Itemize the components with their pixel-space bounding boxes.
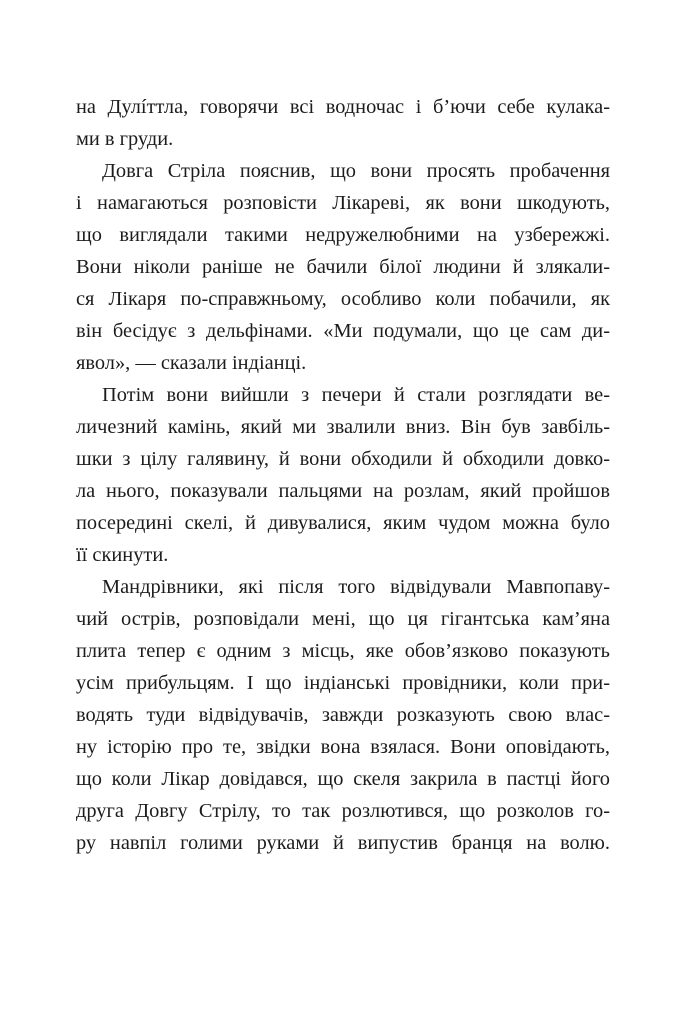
text-line: на Дулíттла, говорячи всі водночас і б’ючи себе кулака- xyxy=(76,96,610,118)
text-line: ми в груди. xyxy=(76,128,174,150)
text-line: Вони ніколи раніше не бачили білої людини й злякали- xyxy=(76,256,610,278)
text-line: ся Лікаря по-справжньому, особливо коли побачили, як xyxy=(76,288,610,310)
text-line: личезний камінь, який ми звалили вниз. Він був завбіль- xyxy=(76,416,610,438)
text-line: плита тепер є одним з місць, яке обов’язково показують xyxy=(76,640,610,662)
text-line: Потім вони вийшли з печери й стали розглядати ве- xyxy=(102,384,610,406)
text-line: друга Довгу Стрілу, то так розлютився, що розколов го- xyxy=(76,800,610,822)
text-line: водять туди відвідувачів, завжди розказують свою влас- xyxy=(76,704,610,726)
text-line: Мандрівники, які після того відвідували Мавпопаву- xyxy=(102,576,610,598)
text-line: шки з цілу галявину, й вони обходили й обходили довко- xyxy=(76,448,610,470)
text-line: ну історію про те, звідки вона взялася. Вони оповідають, xyxy=(76,736,610,758)
paragraph-1 xyxy=(76,91,610,155)
text-line: ла нього, показували пальцями на розлам, який пройшов xyxy=(76,480,610,502)
text-line: її скинути. xyxy=(76,544,169,566)
text-line: Довга Стріла пояснив, що вони просять пробачення xyxy=(102,160,610,182)
paragraph-2 xyxy=(76,155,610,379)
text-line: ру навпіл голими руками й випустив бранця на волю. xyxy=(76,832,610,854)
body-text xyxy=(76,91,610,859)
paragraph-4 xyxy=(76,571,610,859)
text-line: явол», — сказали індіанці. xyxy=(76,352,307,374)
text-line: він бесідує з дельфінами. «Ми подумали, що це сам ди- xyxy=(76,320,610,342)
text-line: чий острів, розповідали мені, що ця гігантська кам’яна xyxy=(76,608,610,630)
paragraph-3 xyxy=(76,379,610,571)
text-line: посередині скелі, й дивувалися, яким чудом можна було xyxy=(76,512,610,534)
text-line: що виглядали такими недружелюбними на узбережжі. xyxy=(76,224,610,246)
text-line: і намагаються розповісти Лікареві, як вони шкодують, xyxy=(76,192,610,214)
text-line: усім прибульцям. І що індіанські провідники, коли при- xyxy=(76,672,610,694)
text-line: що коли Лікар довідався, що скеля закрила в пастці його xyxy=(76,768,610,790)
